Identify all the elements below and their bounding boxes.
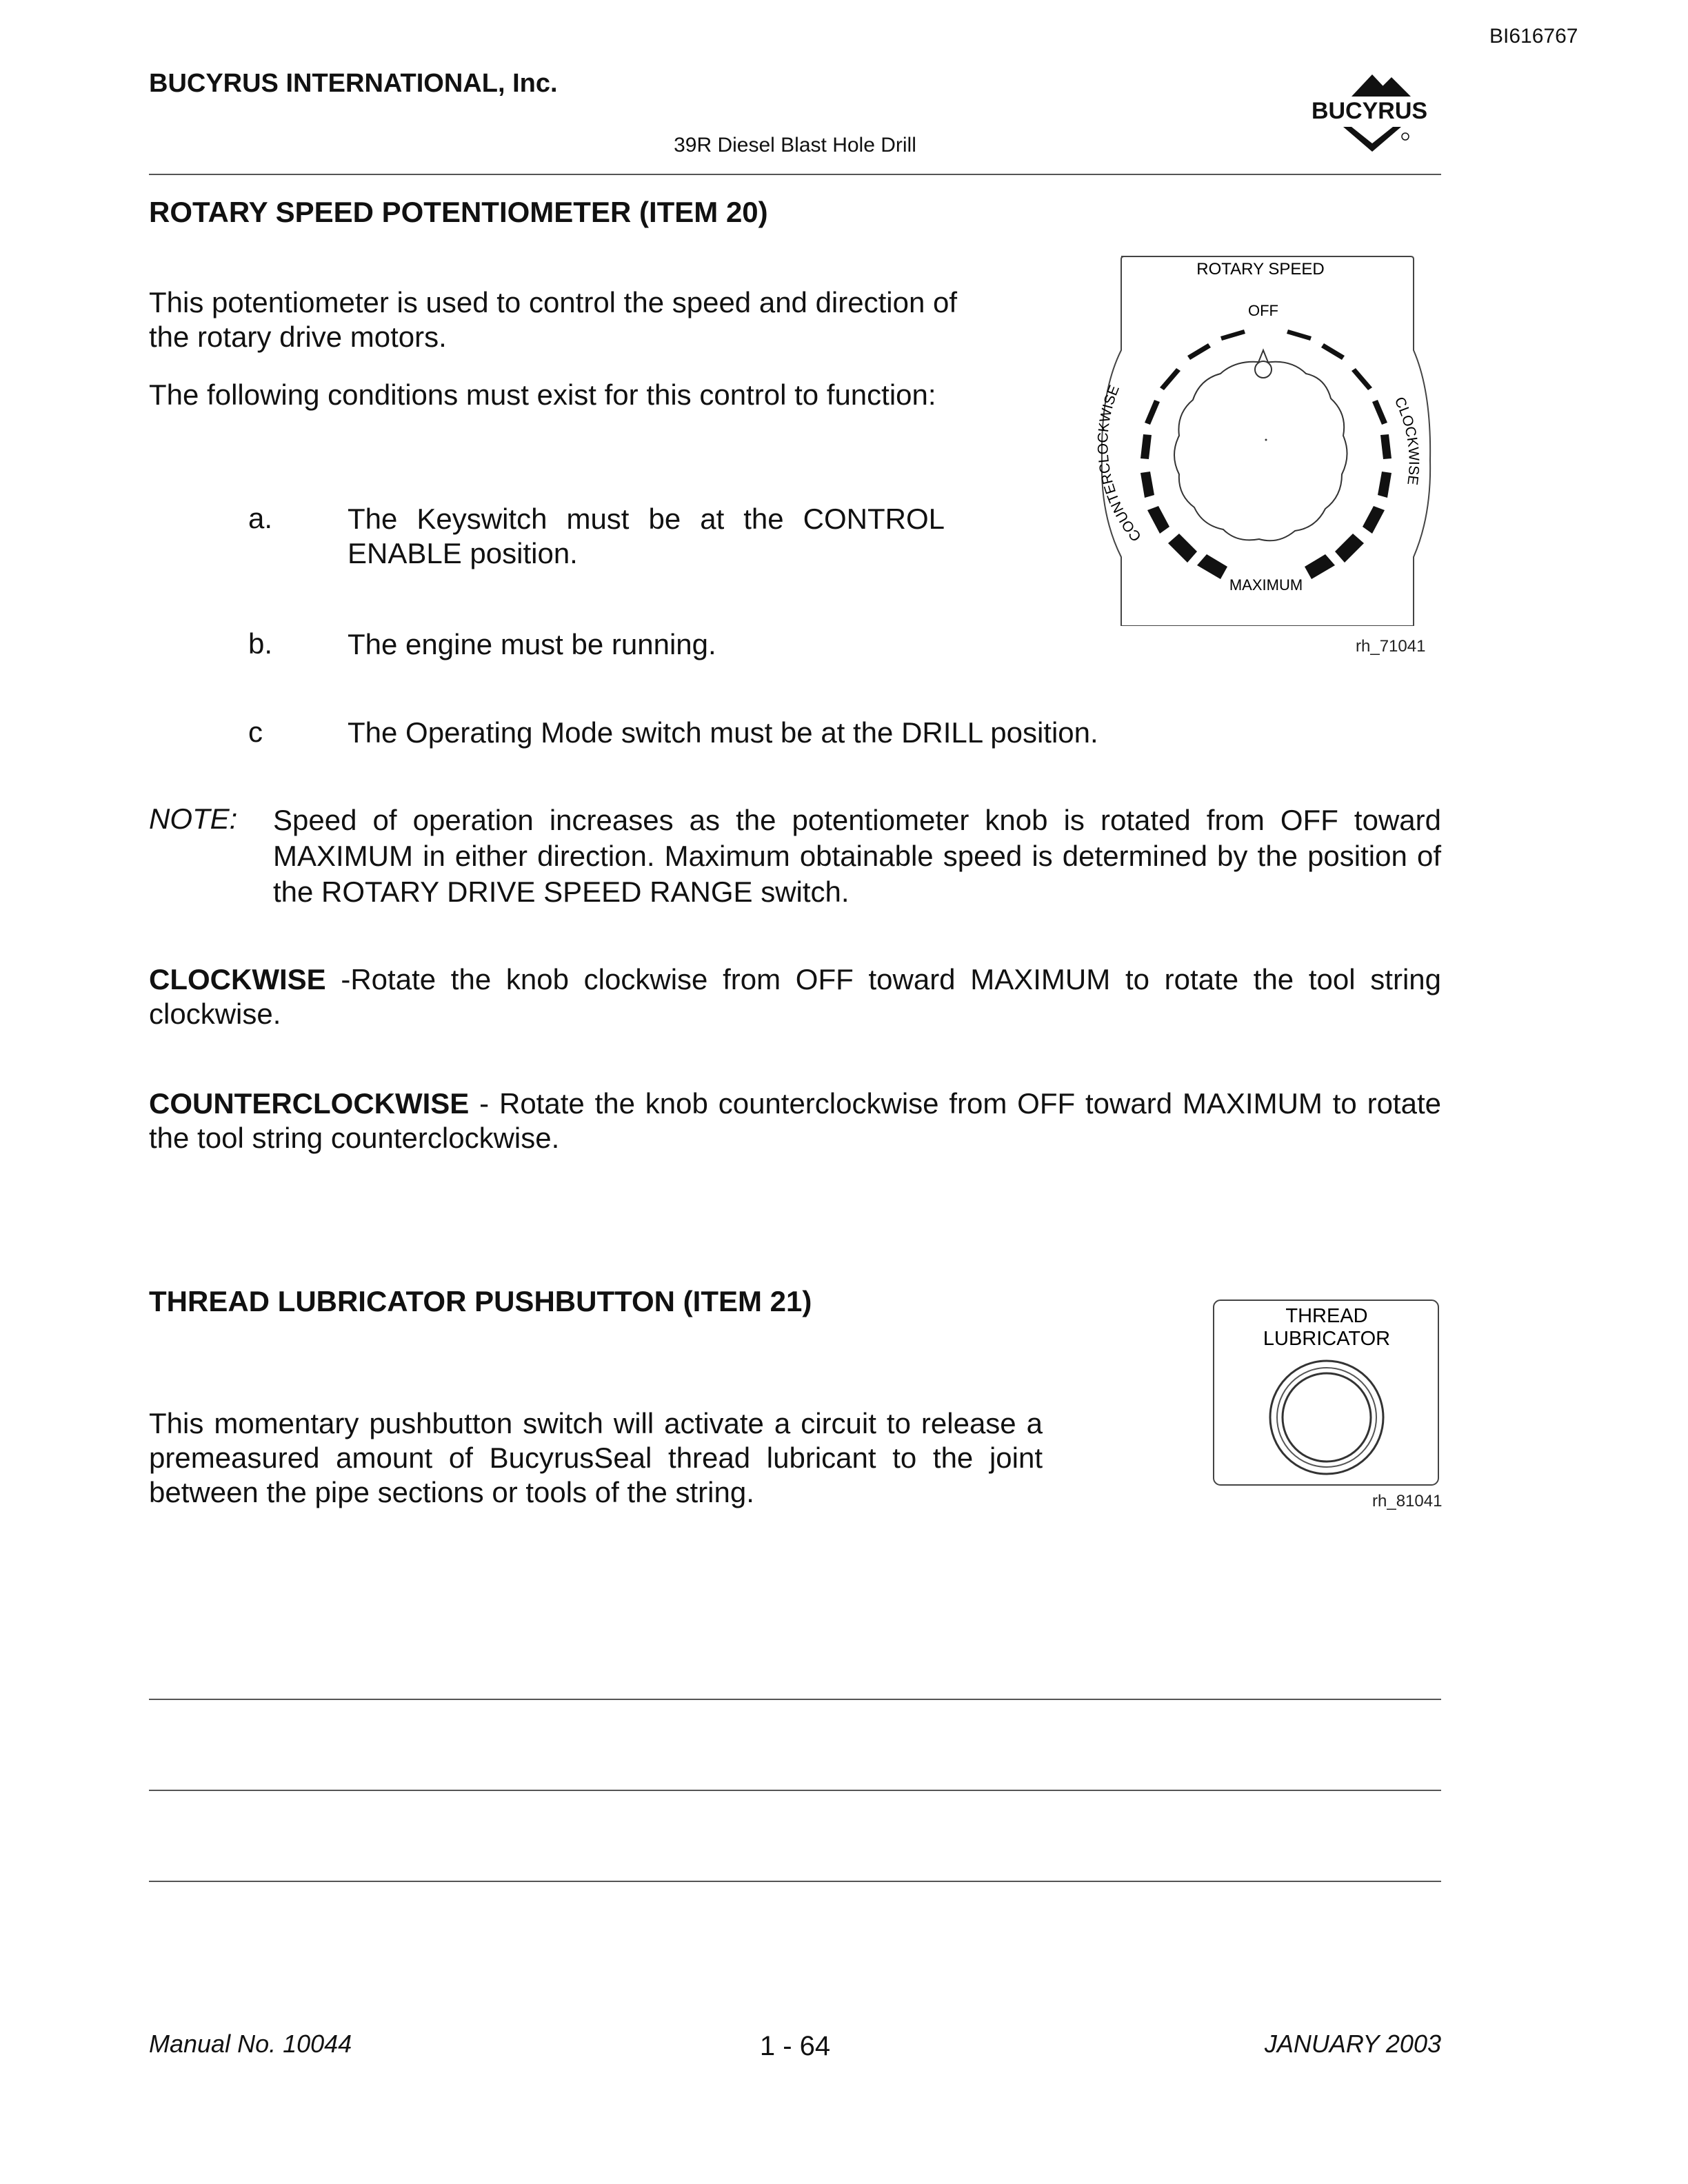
condition-b-text: The engine must be running.: [348, 628, 716, 660]
condition-a-text: The Keyswitch must be at the CONTROL ENABLE position.: [348, 503, 945, 569]
publication-date: JANUARY 2003: [1264, 2030, 1441, 2058]
condition-b-letter: b.: [248, 627, 273, 660]
note-text: Speed of operation increases as the potentiometer knob is rotated from OFF toward MAXIMUM in either direction. Maximum obtainable speed is determined by the position of the ROTARY DRIVE SPEED RANGE switch.: [273, 804, 1441, 908]
counterclockwise-term: COUNTERCLOCKWISE: [149, 1087, 470, 1120]
thread-label: THREAD: [1285, 1305, 1368, 1327]
rotary-intro-paragraph: This potentiometer is used to control the speed and direction of the rotary drive motors.: [149, 286, 958, 353]
document-id: BI616767: [1489, 25, 1578, 48]
notes-line-3: [149, 1881, 1441, 1882]
clockwise-paragraph: [149, 962, 1441, 1031]
header-rule: [149, 174, 1441, 175]
rotary-figure-caption: rh_71041: [1356, 637, 1426, 656]
thread-lubricator-pushbutton-figure: [1212, 1299, 1441, 1488]
clockwise-description: -Rotate the knob clockwise from OFF toward MAXIMUM to rotate the tool string clockwise.: [149, 963, 1441, 1030]
knob-indicator-dot: [1255, 361, 1272, 378]
lubricator-figure-caption: rh_81041: [1372, 1492, 1443, 1510]
registered-mark: [1402, 133, 1409, 140]
off-label: OFF: [1248, 302, 1278, 319]
page-number: 1 - 64: [759, 2031, 831, 2061]
counterclockwise-label: COUNTERCLOCKWISE: [1095, 383, 1145, 545]
section-title-thread-lubricator: THREAD LUBRICATOR PUSHBUTTON (ITEM 21): [149, 1285, 812, 1317]
thread-lubricator-paragraph: This momentary pushbutton switch will activate a circuit to release a premeasured amount of BucyrusSeal thread lubricant to the joint between the pipe sections or tools of the string.: [149, 1407, 1043, 1508]
maximum-label: MAXIMUM: [1229, 576, 1303, 594]
potentiometer-knob: [1174, 362, 1347, 541]
condition-c-letter: c: [248, 716, 263, 748]
logo-wordmark: BUCYRUS: [1311, 98, 1428, 124]
condition-c-text: The Operating Mode switch must be at the DRILL position.: [348, 716, 1098, 749]
counterclockwise-description: - Rotate the knob counterclockwise from OFF toward MAXIMUM to rotate the tool string counterclockwise.: [149, 1087, 1441, 1154]
lubricator-label: LUBRICATOR: [1263, 1328, 1391, 1350]
bucyrus-logo: [1289, 69, 1448, 159]
counterclockwise-paragraph: [149, 1086, 1441, 1155]
rotary-speed-potentiometer-figure: [1087, 254, 1445, 626]
notes-line-2: [149, 1790, 1441, 1791]
condition-a-letter: a.: [248, 502, 273, 534]
clockwise-term: CLOCKWISE: [149, 963, 326, 995]
notes-line-1: [149, 1699, 1441, 1700]
note-label: NOTE:: [149, 802, 238, 835]
conditions-intro-paragraph: The following conditions must exist for this control to function:: [149, 378, 936, 411]
clockwise-label: CLOCKWISE: [1391, 394, 1422, 486]
section-title-rotary-speed: ROTARY SPEED POTENTIOMETER (ITEM 20): [149, 196, 768, 228]
rotary-speed-label: ROTARY SPEED: [1196, 260, 1325, 279]
product-name: 39R Diesel Blast Hole Drill: [674, 134, 916, 156]
company-name: BUCYRUS INTERNATIONAL, Inc.: [149, 69, 558, 98]
manual-number: Manual No. 10044: [149, 2030, 352, 2058]
pushbutton-icon: [1283, 1373, 1371, 1462]
